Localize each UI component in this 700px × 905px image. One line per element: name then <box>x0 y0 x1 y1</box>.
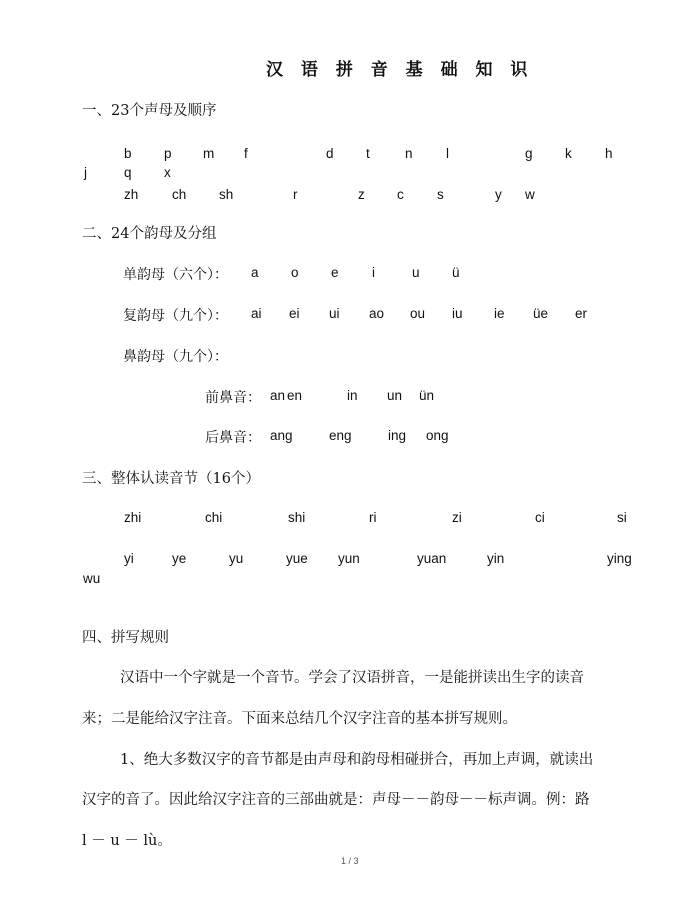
syllable: ying <box>607 551 632 566</box>
final: e <box>331 265 339 280</box>
initial: ch <box>172 187 187 202</box>
final: üe <box>533 306 549 321</box>
syllable: zi <box>452 510 462 525</box>
paragraph-1-line-2: 来；二是能给汉字注音。下面来总结几个汉字注音的基本拼写规则。 <box>82 711 517 727</box>
initial: f <box>244 146 248 161</box>
initial: s <box>437 187 444 202</box>
paragraph-2-line-1: 1、绝大多数汉字的音节都是由声母和韵母相碰拼合，再加上声调，就读出 <box>120 752 594 768</box>
initial: sh <box>219 187 234 202</box>
initial: c <box>397 187 404 202</box>
initial: k <box>565 146 572 161</box>
final: en <box>287 388 303 403</box>
initial: n <box>405 146 413 161</box>
page-number: 1 / 3 <box>341 856 359 866</box>
syllable: yin <box>487 551 505 566</box>
syllable: ye <box>172 551 187 566</box>
final: an <box>270 388 286 403</box>
initial: d <box>326 146 334 161</box>
final: ang <box>270 428 293 443</box>
syllable: si <box>617 510 627 525</box>
final: un <box>387 388 403 403</box>
initial: w <box>525 187 535 202</box>
final: ong <box>426 428 449 443</box>
initial: g <box>525 146 533 161</box>
final: a <box>251 265 259 280</box>
syllable: yu <box>229 551 244 566</box>
syllable: chi <box>205 510 223 525</box>
syllable: yun <box>338 551 360 566</box>
final: eng <box>329 428 352 443</box>
syllable: wu <box>83 571 101 586</box>
initial: p <box>164 146 172 161</box>
initial: h <box>605 146 613 161</box>
initial: m <box>203 146 215 161</box>
section-3-heading: 三、整体认读音节（16个） <box>82 471 260 487</box>
final: ao <box>369 306 385 321</box>
initial: zh <box>124 187 139 202</box>
syllable: yi <box>124 551 134 566</box>
final: ü <box>452 265 460 280</box>
paragraph-1-line-1: 汉语中一个字就是一个音节。学会了汉语拼音，一是能拼读出生字的读音 <box>120 670 584 686</box>
section-2-heading: 二、24个韵母及分组 <box>82 226 217 242</box>
initial: x <box>164 165 171 180</box>
final: ing <box>388 428 407 443</box>
final: iu <box>452 306 463 321</box>
final: i <box>372 265 375 280</box>
initial: b <box>124 146 132 161</box>
syllable: ri <box>369 510 377 525</box>
final: ai <box>251 306 262 321</box>
initial: t <box>366 146 370 161</box>
compound-finals-label: 复韵母（九个）： <box>123 308 228 324</box>
paragraph-2-line-3: l － u － lù。 <box>82 833 172 849</box>
final: ie <box>494 306 505 321</box>
initial: z <box>358 187 365 202</box>
final: u <box>412 265 420 280</box>
nasal-finals-label: 鼻韵母（九个）： <box>123 349 228 365</box>
initial: r <box>293 187 298 202</box>
front-nasal-label: 前鼻音： <box>205 390 261 406</box>
final: ün <box>419 388 435 403</box>
syllable: zhi <box>124 510 142 525</box>
initial: j <box>84 165 87 180</box>
final: ei <box>289 306 300 321</box>
final: er <box>575 306 588 321</box>
back-nasal-label: 后鼻音： <box>205 430 261 446</box>
page-title: 汉 语 拼 音 基 础 知 识 <box>266 60 534 80</box>
syllable: shi <box>288 510 306 525</box>
final: in <box>347 388 358 403</box>
syllable: ci <box>535 510 545 525</box>
syllable: yue <box>286 551 308 566</box>
single-finals-label: 单韵母（六个）： <box>123 267 228 283</box>
paragraph-2-line-2: 汉字的音了。因此给汉字注音的三部曲就是：声母－－韵母－－标声调。例：路 <box>82 792 590 808</box>
section-4-heading: 四、拼写规则 <box>82 630 169 646</box>
syllable: yuan <box>417 551 447 566</box>
section-1-heading: 一、23个声母及顺序 <box>82 103 217 119</box>
final: ui <box>329 306 340 321</box>
initial: q <box>124 165 132 180</box>
initial: l <box>446 146 449 161</box>
final: o <box>291 265 299 280</box>
initial: y <box>495 187 502 202</box>
final: ou <box>410 306 426 321</box>
